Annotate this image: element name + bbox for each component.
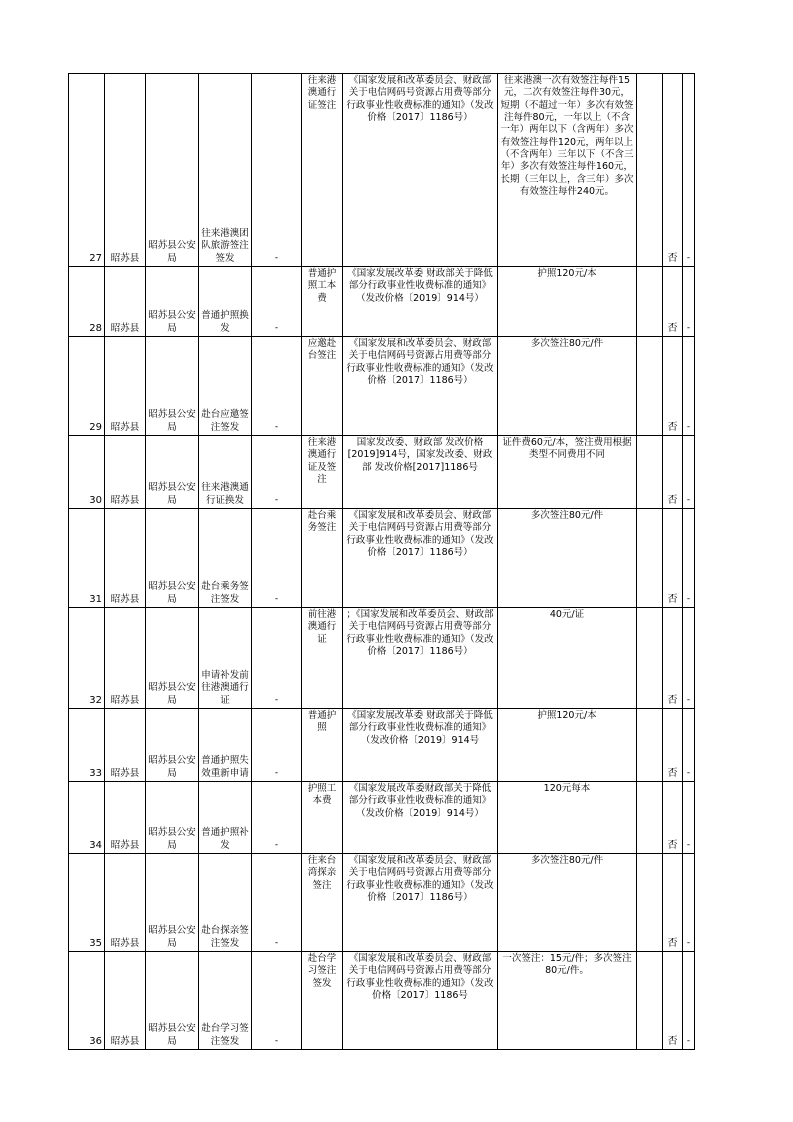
legal-basis-cell: 《国家发展和改革委员会、财政部关于电信网码号资源占用费等部分行政事业性收费标准的通知》（发改价格〔2017〕1186号） xyxy=(343,854,498,952)
row-number: 28 xyxy=(69,267,105,337)
row-number: 36 xyxy=(69,952,105,1050)
row-number: 27 xyxy=(69,74,105,267)
placeholder-cell: - xyxy=(683,608,695,709)
fee-name-cell: 赴台乘务签注 xyxy=(302,509,343,608)
service-item-cell: 赴台探亲签注签发 xyxy=(199,854,252,952)
placeholder-cell: - xyxy=(252,782,302,854)
table-row xyxy=(69,267,695,337)
legal-basis-cell: 《国家发展改革委 财政部关于降低部分行政事业性收费标准的通知》（发改价格〔2019〕914号 xyxy=(343,709,498,782)
placeholder-cell: - xyxy=(252,74,302,267)
legal-basis-cell: 《国家发展改革委 财政部关于降低部分行政事业性收费标准的通知》（发改价格〔2019〕914号） xyxy=(343,267,498,337)
county-cell: 昭苏县 xyxy=(105,436,146,509)
county-cell: 昭苏县 xyxy=(105,509,146,608)
flag-cell: 否 xyxy=(663,608,683,709)
placeholder-cell: - xyxy=(252,436,302,509)
table-row xyxy=(69,952,695,1050)
flag-cell: 否 xyxy=(663,782,683,854)
table-row xyxy=(69,782,695,854)
fee-standard-cell: 往来港澳一次有效签注每件15元，二次有效签注每件30元，短期（不超过一年）多次有效签注每件80元，一年以上（不含一年）两年以下（含两年）多次有效签注每件120元，两年以上（不含两年）三年以下（不含三年）多次有效签注每件160元，长期（三年以上，含三年）多次有效签注每件240元。 xyxy=(498,74,637,267)
department-cell: 昭苏县公安局 xyxy=(146,436,199,509)
fee-name-cell: 往来港澳通行证及签注 xyxy=(302,436,343,509)
fee-name-cell: 前往港澳通行证 xyxy=(302,608,343,709)
table-row xyxy=(69,337,695,436)
service-item-cell: 往来港澳团队旅游签注签发 xyxy=(199,74,252,267)
fee-standard-cell: 一次签注：15元/件；多次签注80元/件。 xyxy=(498,952,637,1050)
empty-cell xyxy=(637,952,663,1050)
table-row xyxy=(69,509,695,608)
flag-cell: 否 xyxy=(663,337,683,436)
fee-standard-cell: 护照120元/本 xyxy=(498,267,637,337)
county-cell: 昭苏县 xyxy=(105,337,146,436)
service-item-cell: 普通护照换发 xyxy=(199,267,252,337)
fee-name-cell: 普通护照 xyxy=(302,709,343,782)
legal-basis-cell: 《国家发展和改革委员会、财政部关于电信网码号资源占用费等部分行政事业性收费标准的通知》（发改价格〔2017〕1186号 xyxy=(343,952,498,1050)
county-cell: 昭苏县 xyxy=(105,854,146,952)
service-item-cell: 普通护照失效重新申请 xyxy=(199,709,252,782)
row-number: 31 xyxy=(69,509,105,608)
placeholder-cell: - xyxy=(683,952,695,1050)
fee-table xyxy=(68,73,695,1050)
fee-standard-cell: 多次签注80元/件 xyxy=(498,509,637,608)
flag-cell: 否 xyxy=(663,267,683,337)
fee-name-cell: 护照工本费 xyxy=(302,782,343,854)
service-item-cell: 申请补发前往港澳通行证 xyxy=(199,608,252,709)
department-cell: 昭苏县公安局 xyxy=(146,854,199,952)
placeholder-cell: - xyxy=(683,74,695,267)
fee-standard-cell: 40元/证 xyxy=(498,608,637,709)
empty-cell xyxy=(637,854,663,952)
placeholder-cell: - xyxy=(252,337,302,436)
department-cell: 昭苏县公安局 xyxy=(146,74,199,267)
placeholder-cell: - xyxy=(252,952,302,1050)
placeholder-cell: - xyxy=(252,608,302,709)
county-cell: 昭苏县 xyxy=(105,782,146,854)
placeholder-cell: - xyxy=(252,509,302,608)
county-cell: 昭苏县 xyxy=(105,267,146,337)
table-row xyxy=(69,74,695,267)
legal-basis-cell: 《国家发展和改革委员会、财政部关于电信网码号资源占用费等部分行政事业性收费标准的通知》（发改价格〔2017〕1186号） xyxy=(343,74,498,267)
legal-basis-cell: 国家发改委、财政部 发改价格[2019]914号，国家发改委、财政部 发改价格[2017]1186号 xyxy=(343,436,498,509)
service-item-cell: 赴台学习签注签发 xyxy=(199,952,252,1050)
row-number: 35 xyxy=(69,854,105,952)
table-row xyxy=(69,709,695,782)
row-number: 29 xyxy=(69,337,105,436)
placeholder-cell: - xyxy=(683,267,695,337)
placeholder-cell: - xyxy=(683,709,695,782)
fee-name-cell: 赴台学习签注签发 xyxy=(302,952,343,1050)
county-cell: 昭苏县 xyxy=(105,74,146,267)
fee-standard-cell: 证件费60元/本，签注费用根据类型不同费用不同 xyxy=(498,436,637,509)
fee-standard-cell: 多次签注80元/件 xyxy=(498,337,637,436)
fee-standard-cell: 护照120元/本 xyxy=(498,709,637,782)
department-cell: 昭苏县公安局 xyxy=(146,952,199,1050)
empty-cell xyxy=(637,509,663,608)
empty-cell xyxy=(637,608,663,709)
row-number: 30 xyxy=(69,436,105,509)
row-number: 34 xyxy=(69,782,105,854)
department-cell: 昭苏县公安局 xyxy=(146,782,199,854)
department-cell: 昭苏县公安局 xyxy=(146,509,199,608)
fee-name-cell: 往来台湾探亲签注 xyxy=(302,854,343,952)
county-cell: 昭苏县 xyxy=(105,709,146,782)
placeholder-cell: - xyxy=(252,709,302,782)
department-cell: 昭苏县公安局 xyxy=(146,337,199,436)
legal-basis-cell: 《国家发展改革委财政部关于降低部分行政事业性收费标准的通知》（发改价格〔2019〕914号） xyxy=(343,782,498,854)
placeholder-cell: - xyxy=(683,436,695,509)
fee-standard-cell: 120元每本 xyxy=(498,782,637,854)
department-cell: 昭苏县公安局 xyxy=(146,267,199,337)
department-cell: 昭苏县公安局 xyxy=(146,608,199,709)
county-cell: 昭苏县 xyxy=(105,952,146,1050)
service-item-cell: 赴台乘务签注签发 xyxy=(199,509,252,608)
service-item-cell: 往来港澳通行证换发 xyxy=(199,436,252,509)
fee-standard-cell: 多次签注80元/件 xyxy=(498,854,637,952)
empty-cell xyxy=(637,337,663,436)
legal-basis-cell: 《国家发展和改革委员会、财政部关于电信网码号资源占用费等部分行政事业性收费标准的通知》（发改价格〔2017〕1186号） xyxy=(343,337,498,436)
flag-cell: 否 xyxy=(663,952,683,1050)
flag-cell: 否 xyxy=(663,509,683,608)
service-item-cell: 赴台应邀签注签发 xyxy=(199,337,252,436)
placeholder-cell: - xyxy=(683,509,695,608)
empty-cell xyxy=(637,267,663,337)
service-item-cell: 普通护照补发 xyxy=(199,782,252,854)
county-cell: 昭苏县 xyxy=(105,608,146,709)
flag-cell: 否 xyxy=(663,709,683,782)
flag-cell: 否 xyxy=(663,74,683,267)
placeholder-cell: - xyxy=(252,267,302,337)
fee-name-cell: 普通护照工本费 xyxy=(302,267,343,337)
legal-basis-cell: ；《国家发展和改革委员会、财政部关于电信网码号资源占用费等部分行政事业性收费标准的通知》（发改价格〔2017〕1186号） xyxy=(343,608,498,709)
table-row xyxy=(69,854,695,952)
flag-cell: 否 xyxy=(663,436,683,509)
fee-name-cell: 应邀赴台签注 xyxy=(302,337,343,436)
placeholder-cell: - xyxy=(683,854,695,952)
placeholder-cell: - xyxy=(683,337,695,436)
row-number: 32 xyxy=(69,608,105,709)
fee-name-cell: 往来港澳通行证签注 xyxy=(302,74,343,267)
row-number: 33 xyxy=(69,709,105,782)
placeholder-cell: - xyxy=(252,854,302,952)
placeholder-cell: - xyxy=(683,782,695,854)
legal-basis-cell: 《国家发展和改革委员会、财政部关于电信网码号资源占用费等部分行政事业性收费标准的通知》（发改价格〔2017〕1186号） xyxy=(343,509,498,608)
department-cell: 昭苏县公安局 xyxy=(146,709,199,782)
flag-cell: 否 xyxy=(663,854,683,952)
empty-cell xyxy=(637,782,663,854)
table-row xyxy=(69,608,695,709)
empty-cell xyxy=(637,74,663,267)
table-row xyxy=(69,436,695,509)
empty-cell xyxy=(637,436,663,509)
empty-cell xyxy=(637,709,663,782)
